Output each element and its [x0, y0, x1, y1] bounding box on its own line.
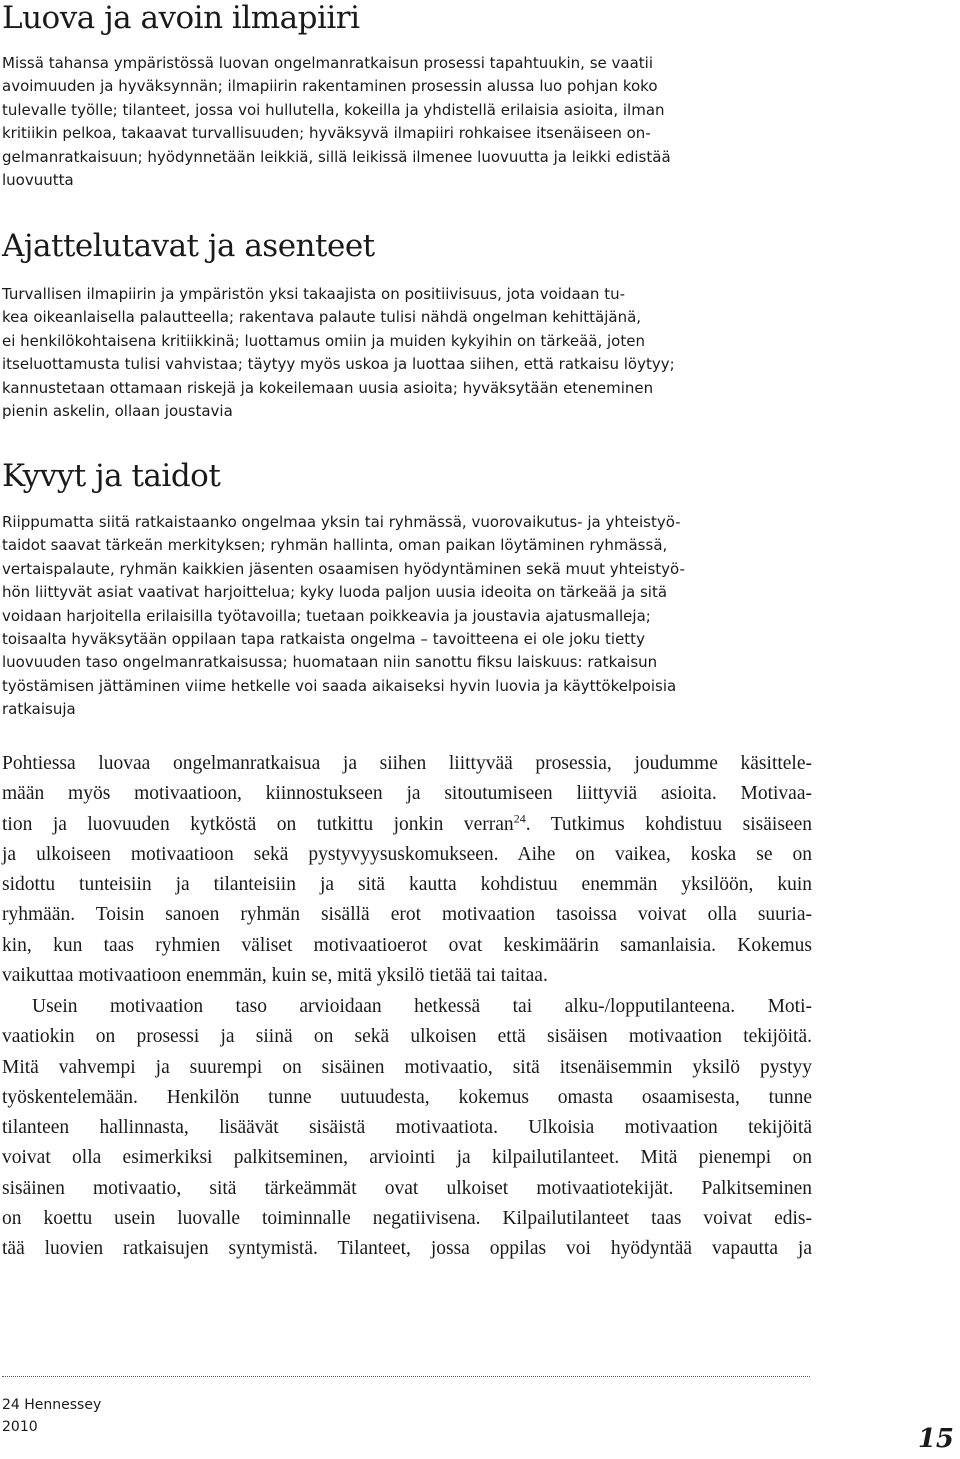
text-line: avoimuuden ja hyväksynnän; ilmapiirin rakentaminen prosessin alussa luo pohjan koko	[2, 77, 658, 96]
footnote-line: 24 Hennessey	[2, 1397, 102, 1413]
text-line: tulevalle työlle; tilanteet, jossa voi hullutella, kokeilla ja yhdistellä erilaisia asioita, ilman	[2, 100, 665, 119]
text-line: ratkaisuja	[2, 700, 76, 719]
footnote	[2, 1394, 101, 1438]
body-line: vaatiokin on prosessi ja siinä on sekä ulkoisen että sisäisen motivaation tekijöitä.	[2, 1026, 812, 1048]
body-line: Pohtiessa luovaa ongelmanratkaisua ja siihen liittyvää prosessia, joudumme käsittele-	[2, 753, 812, 774]
text-line: työstämisen jättäminen viime hetkelle voi saada aikaiseksi hyvin luovia ja käyttökelpoisia	[2, 676, 677, 695]
body-paragraph-2	[2, 992, 812, 1265]
body-line: vaikuttaa motivaatioon enemmän, kuin se, mitä yksilö tietää tai taitaa.	[2, 965, 548, 987]
section-text-luova	[2, 52, 802, 192]
body-line: ryhmään. Toisin sanoen ryhmän sisällä erot motivaation tasoissa voivat olla suuria-	[2, 904, 812, 926]
text-line: luovuuden taso ongelmanratkaisussa; huomataan niin sanottu fiksu laiskuus: ratkaisun	[2, 653, 658, 672]
body-line: on koettu usein luovalle toiminnalle negatiivisena. Kilpailutilanteet taas voivat edis-	[2, 1208, 812, 1230]
body-line: mään myös motivaatioon, kiinnostukseen ja sitoutumiseen liittyviä asioita. Motivaa-	[2, 783, 812, 805]
section-heading-luova: Luova ja avoin ilmapiiri	[2, 0, 360, 36]
body-line: voivat olla esimerkiksi palkitseminen, arviointi ja kilpailutilanteet. Mitä pienempi on	[2, 1147, 812, 1169]
body-line: ja ulkoiseen motivaatioon sekä pystyvyysuskomukseen. Aihe on vaikea, koska se on	[2, 843, 812, 865]
section-heading-ajattelutavat: Ajattelutavat ja asenteet	[2, 228, 375, 264]
text-line: Turvallisen ilmapiirin ja ympäristön yksi takaajista on positiivisuus, jota voidaan tu-	[2, 285, 626, 303]
text-line: gelmanratkaisuun; hyödynnetään leikkiä, sillä leikissä ilmenee luovuutta ja leikki edistää	[2, 147, 671, 166]
text-line: toisaalta hyväksytään oppilaan tapa ratkaista ongelma – tavoitteena ei ole joku tietty	[2, 630, 645, 649]
text-line: pienin askelin, ollaan joustavia	[2, 402, 233, 421]
text-line: kea oikeanlaisella palautteella; rakentava palaute tulisi nähdä ongelman kehittäjänä,	[2, 308, 642, 327]
section-text-kyvyt	[2, 511, 802, 722]
body-line: sisäinen motivaatio, sitä tärkeämmät ovat ulkoiset motivaatiotekijät. Palkitseminen	[2, 1177, 812, 1199]
footnote-reference: 24	[513, 811, 526, 826]
body-text: . Tutkimus kohdistuu sisäiseen	[525, 813, 812, 835]
section-heading-kyvyt: Kyvyt ja taidot	[2, 458, 221, 494]
text-line: Missä tahansa ympäristössä luovan ongelmanratkaisun prosessi tapahtuukin, se vaatii	[2, 54, 653, 72]
text-line: itseluottamusta tulisi vahvistaa; täytyy myös uskoa ja luottaa siihen, että ratkaisu löytyy;	[2, 355, 675, 374]
text-line: luovuutta	[2, 171, 74, 190]
body-line-with-reference	[2, 810, 812, 840]
body-line: tilanteen hallinnasta, lisäävät sisäistä motivaatiota. Ulkoisia motivaation tekijöitä	[2, 1117, 812, 1139]
text-line: kannustetaan ottamaan riskejä ja kokeilemaan uusia asioita; hyväksytään eteneminen	[2, 378, 654, 397]
footnote-divider	[2, 1376, 810, 1377]
text-line: kritiikin pelkoa, takaavat turvallisuuden; hyväksyvä ilmapiiri rohkaisee itsenäiseen on-	[2, 124, 651, 143]
text-line: voidaan harjoitella erilaisilla työtavoilla; tuetaan poikkeavia ja joustavia ajatusmalleja;	[2, 606, 651, 625]
footnote-line: 2010	[2, 1419, 38, 1435]
body-line: kin, kun taas ryhmien väliset motivaatioerot ovat keskimäärin samanlaisia. Kokemus	[2, 934, 812, 956]
body-line: sidottu tunteisiin ja tilanteisiin ja sitä kautta kohdistuu enemmän yksilöön, kuin	[2, 874, 812, 896]
body-line: Usein motivaation taso arvioidaan hetkessä tai alku-/lopputilanteena. Moti-	[32, 996, 812, 1017]
text-line: taidot saavat tärkeän merkityksen; ryhmän hallinta, oman paikan löytäminen ryhmässä,	[2, 536, 668, 555]
body-line: tää luovien ratkaisujen syntymistä. Tilanteet, jossa oppilas voi hyödyntää vapautta ja	[2, 1238, 812, 1260]
body-line: työskentelemään. Henkilön tunne uutuudesta, kokemus omasta osaamisesta, tunne	[2, 1086, 812, 1108]
text-line: vertaispalaute, ryhmän kaikkien jäsenten osaamisen hyödyntäminen sekä muut yhteistyö-	[2, 559, 685, 578]
page-number: 15	[917, 1424, 954, 1454]
body-paragraph-1	[2, 749, 812, 991]
body-line: Mitä vahvempi ja suurempi on sisäinen motivaatio, sitä itsenäisemmin yksilö pystyy	[2, 1056, 812, 1078]
text-line: Riippumatta siitä ratkaistaanko ongelmaa yksin tai ryhmässä, vuorovaikutus- ja yhteistyö-	[2, 513, 681, 531]
text-line: hön liittyvät asiat vaativat harjoittelua; kyky luoda paljon uusia ideoita on tärkeää ja sitä	[2, 583, 668, 602]
text-line: ei henkilökohtaisena kritiikkinä; luottamus omiin ja muiden kykyihin on tärkeää, joten	[2, 331, 645, 350]
section-text-ajattelutavat	[2, 283, 802, 423]
body-text: tion ja luovuuden kytköstä on tutkittu jonkin verran	[2, 813, 514, 835]
